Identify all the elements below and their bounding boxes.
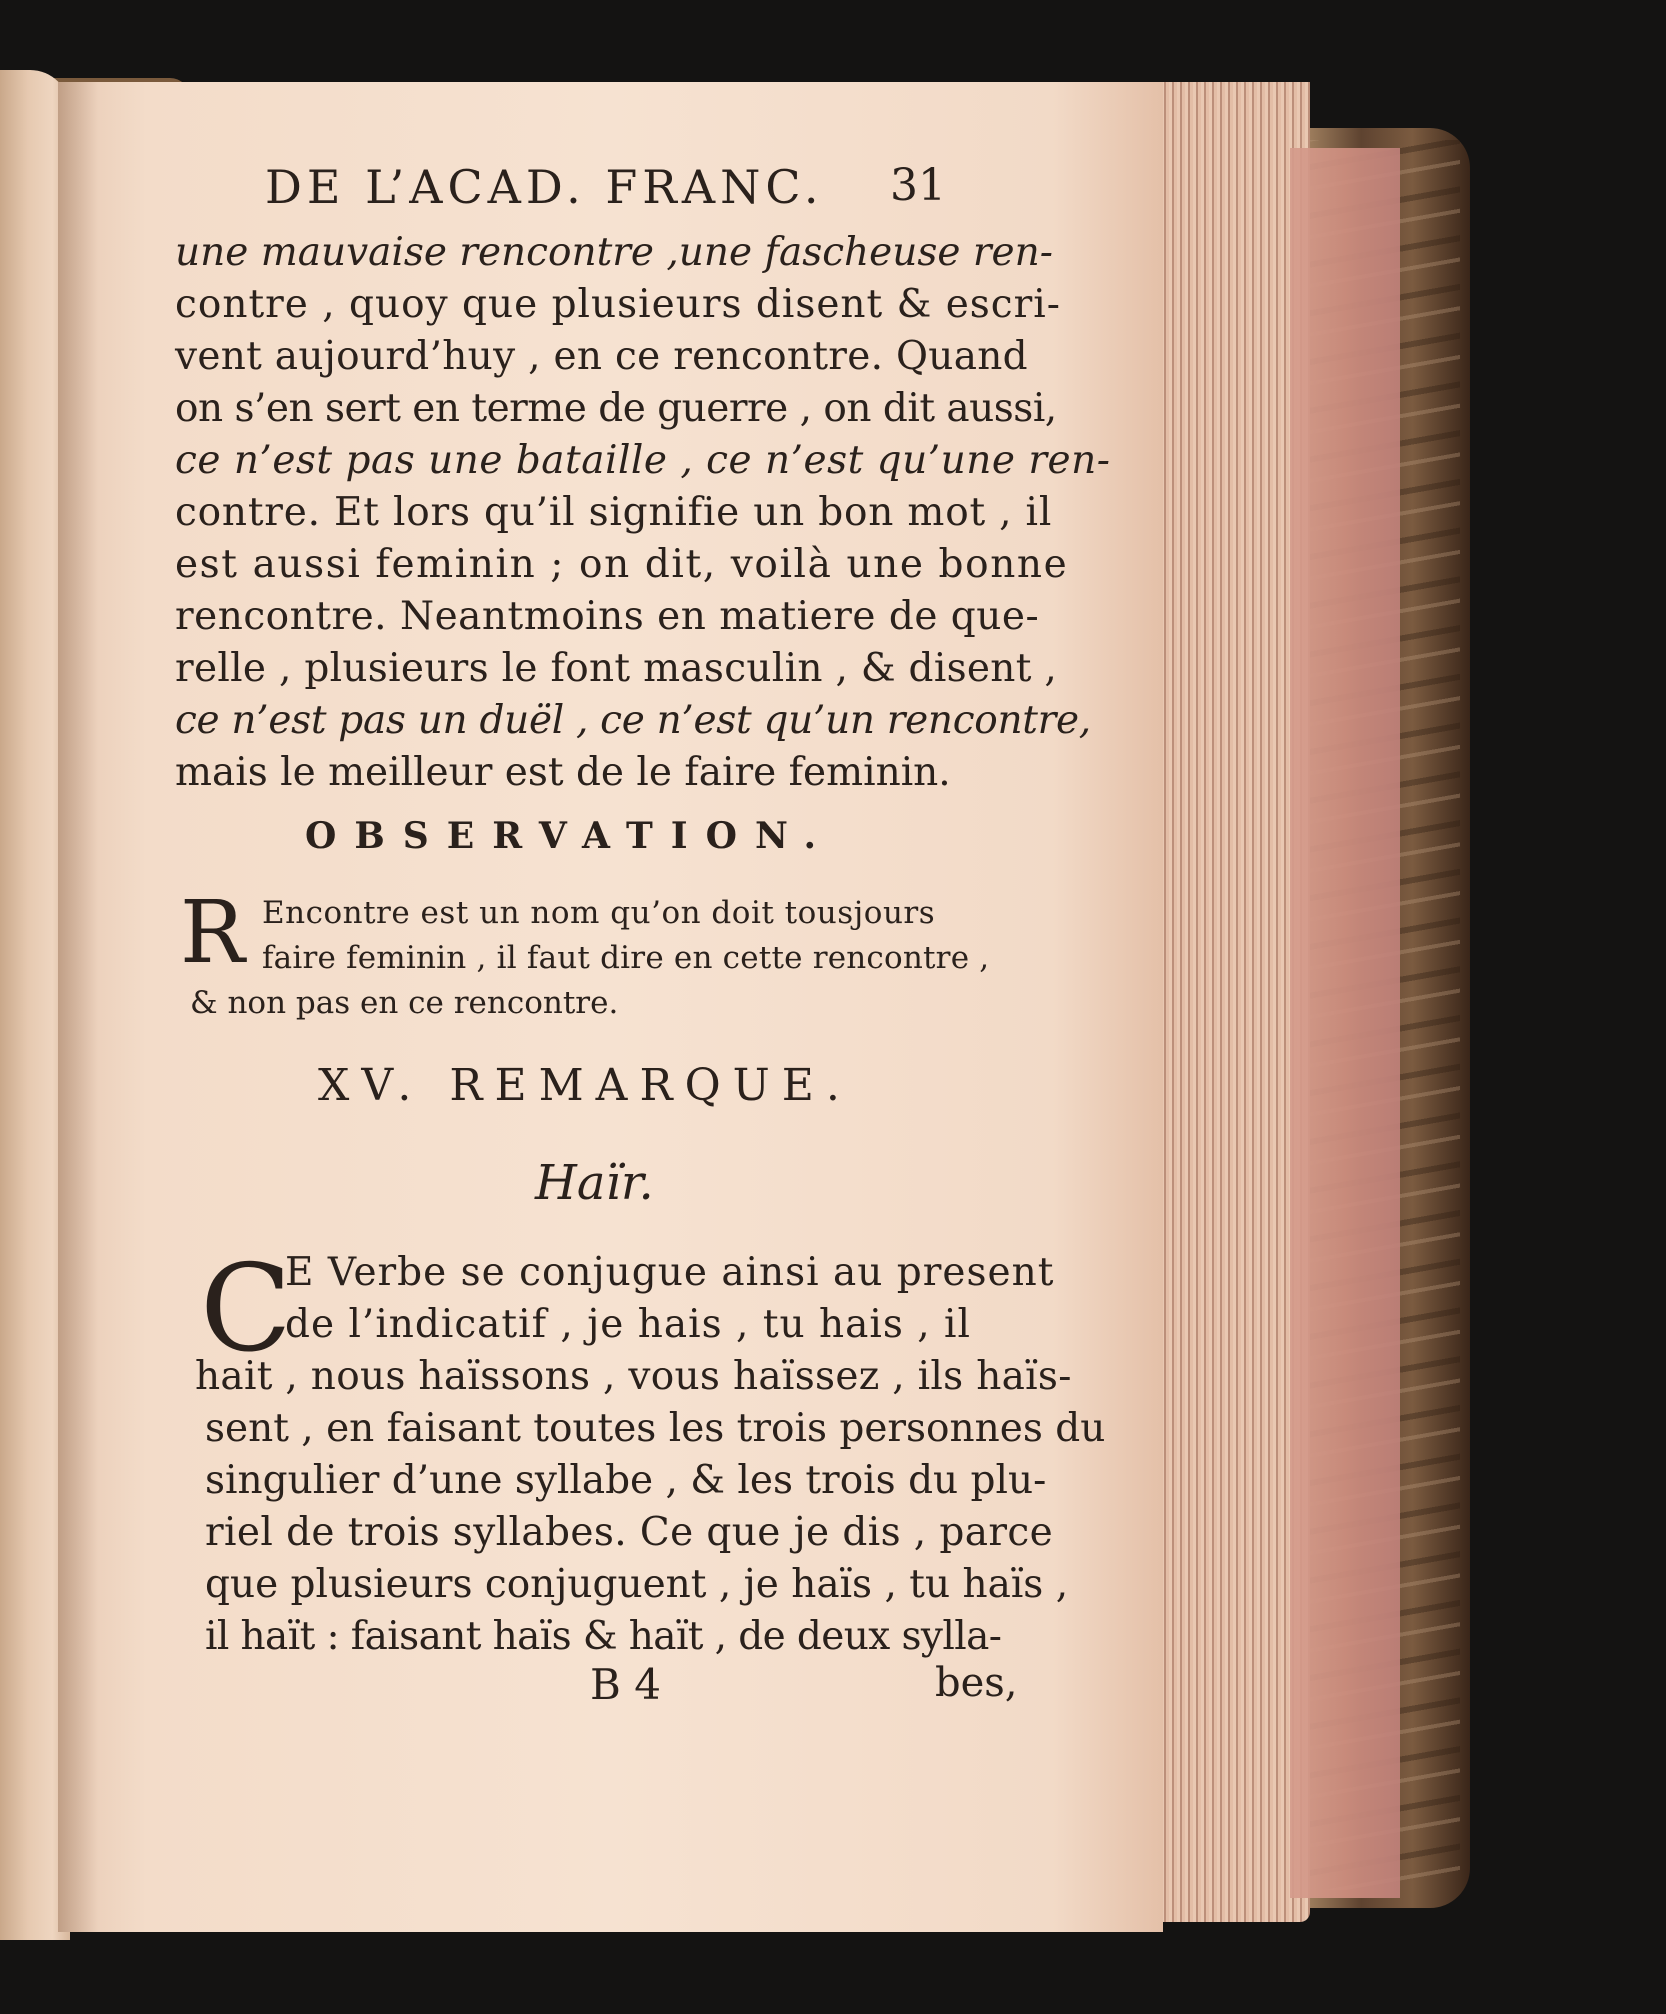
red-sprinkled-edges (1290, 148, 1400, 1898)
text-line: il haït : faisant haïs & haït , de deux sylla- (205, 1614, 1002, 1659)
drop-cap-r: R (180, 883, 245, 983)
catchword: bes, (935, 1660, 1018, 1706)
text-line: faire feminin , il faut dire en cette rencontre , (262, 940, 990, 976)
remark-subject: Haïr. (535, 1155, 654, 1211)
text-line: sent , en faisant toutes les trois personnes du (205, 1406, 1106, 1451)
text-line: singulier d’une syllabe , & les trois du plu- (205, 1458, 1047, 1503)
gutter-shadow (58, 82, 98, 1932)
page-edges (1145, 82, 1310, 1922)
text-line: ce n’est pas une bataille , ce n’est qu’une ren- (175, 438, 1111, 483)
drop-cap-c: C (200, 1240, 292, 1379)
text-line: est aussi feminin ; on dit, voilà une bonne (175, 542, 1069, 587)
text-line: contre. Et lors qu’il signifie un bon mot , il (175, 490, 1053, 535)
text-line: de l’indicatif , je hais , tu hais , il (285, 1302, 972, 1347)
text-line: une mauvaise rencontre , une fascheuse ren- (175, 230, 1053, 275)
text-line: que plusieurs conjuguent , je haïs , tu haïs , (205, 1562, 1069, 1607)
text-line: ce n’est pas un duël , ce n’est qu’un rencontre, (175, 698, 1091, 743)
text-line: E Verbe se conjugue ainsi au present (285, 1250, 1055, 1295)
text-line: riel de trois syllabes. Ce que je dis , parce (205, 1510, 1054, 1555)
page-number: 31 (890, 160, 946, 211)
text-line: contre , quoy que plusieurs disent & escri- (175, 282, 1061, 327)
remark-heading: XV. REMARQUE. (318, 1060, 852, 1111)
signature-mark: B 4 (590, 1660, 661, 1709)
text-line: vent aujourd’huy , en ce rencontre. Quand (175, 334, 1028, 379)
observation-heading: OBSERVATION. (305, 815, 835, 857)
text-line: mais le meilleur est de le faire feminin. (175, 750, 951, 795)
text-line: on s’en sert en terme de guerre , on dit aussi, (175, 386, 1057, 431)
text-line: hait , nous haïssons , vous haïssez , ils haïs- (195, 1354, 1072, 1399)
text-line: rencontre. Neantmoins en matiere de que- (175, 594, 1040, 639)
running-title: DE L’ACAD. FRANC. (265, 160, 824, 214)
text-line: & non pas en ce rencontre. (190, 985, 619, 1021)
text-line: Encontre est un nom qu’on doit tousjours (262, 895, 936, 931)
text-line: relle , plusieurs le font masculin , & disent , (175, 646, 1058, 691)
